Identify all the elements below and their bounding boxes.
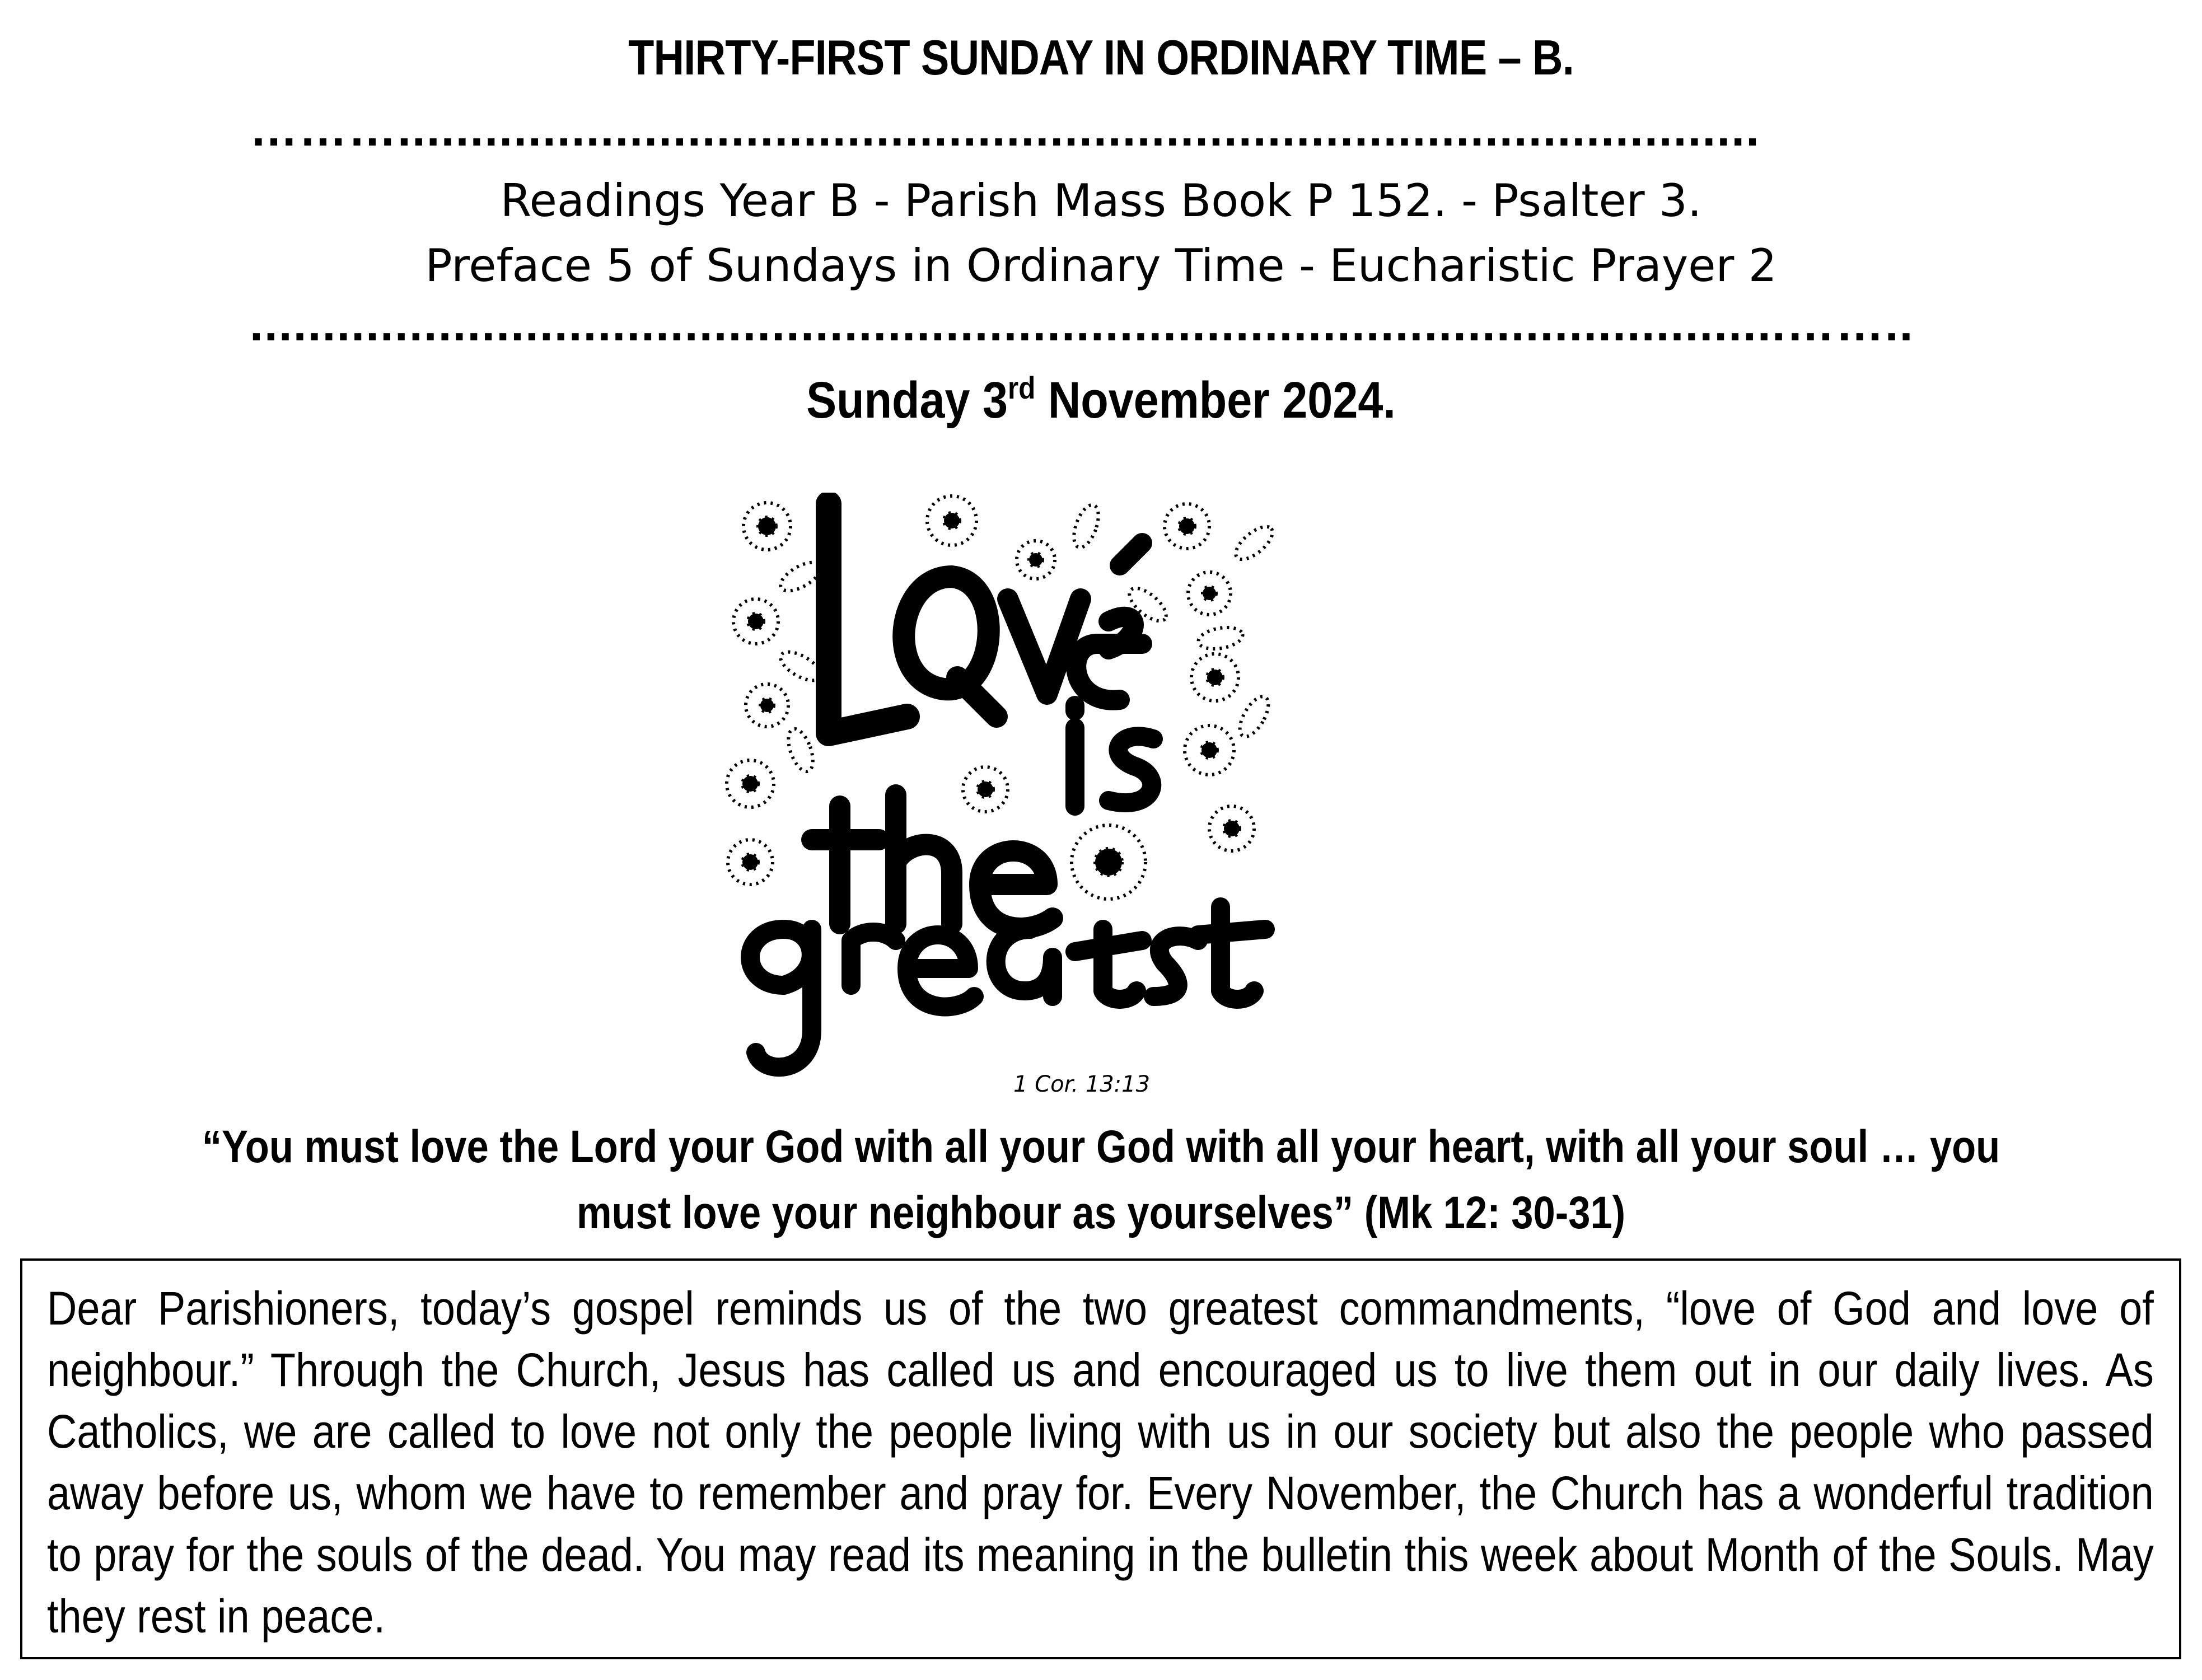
dotted-separator-bottom: ..........................................................................................................…….. [250, 297, 1914, 351]
readings-line: Readings Year B - Parish Mass Book P 152. - Psalter 3. [500, 175, 1702, 227]
scripture-quote: “You must love the Lord your God with all your God with all your heart, with all your soul … you must love your neighbour as yourselves” (Mk 12: 30-31) [202, 1121, 2000, 1238]
message-text: Dear Parishioners, today’s gospel reminds us of the two greatest commandments, “love of God and love of neighbour.” Through the Church, Jesus has called us and encouraged us to live them out in our daily lives. As Catholics, we are called to love not only the people living with us in our society but also the people who passed away before us, whom we have to remember and pray for. Every November, the Church has a wonderful tradition to pray for the souls of the dead. You may read its meaning in the bulletin this week about Month of the Souls. May they rest in peace. [47, 1282, 2154, 1642]
love-is-the-greatest-lettering-icon [750, 504, 1265, 1067]
page-title: THIRTY-FIRST SUNDAY IN ORDINARY TIME – B. [628, 30, 1574, 85]
dotted-separator-top: ……….............................................................................................. [250, 102, 1760, 156]
message-box [20, 1258, 2181, 1659]
preface-line: Preface 5 of Sundays in Ordinary Time - Eucharistic Prayer 2 [425, 240, 1777, 292]
love-is-the-greatest-artwork [717, 493, 1299, 1097]
date-heading: Sunday 3rd November 2024. [806, 370, 1396, 429]
bible-reference: 1 Cor. 13:13 [1013, 1071, 1151, 1097]
